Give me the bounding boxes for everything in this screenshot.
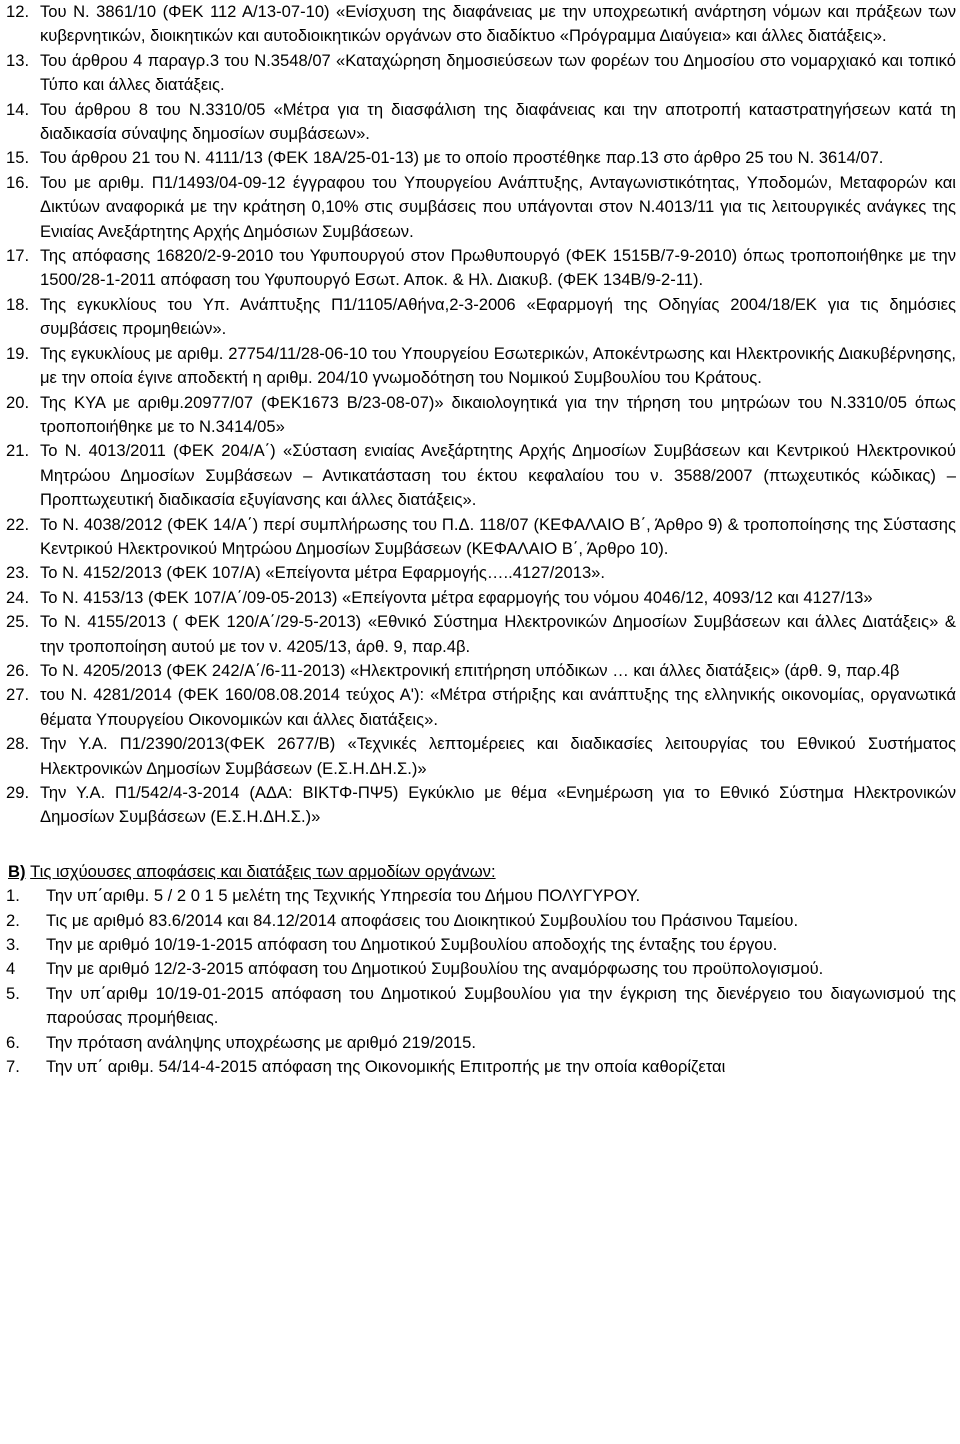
item-number: 3. — [6, 935, 20, 955]
item-text: Της ΚΥΑ με αριθμ.20977/07 (ΦΕΚ1673 Β/23-08-07)» δικαιολογητικά για την τήρηση του μητρώων του Ν.3310/05 όπως τροποποιήθηκε με το Ν.3414/05» — [40, 392, 956, 436]
list-item — [6, 957, 956, 981]
list-item — [6, 659, 956, 683]
item-number: 25. — [6, 612, 30, 632]
item-number: 1. — [6, 886, 20, 906]
item-number: 24. — [6, 587, 30, 607]
item-number: 4 — [6, 959, 16, 979]
item-text: Το Ν. 4155/2013 ( ΦΕΚ 120/Α΄/29-5-2013) «Εθνικό Σύστημα Ηλεκτρονικών Δημοσίων Συμβάσεων και άλλες Διατάξεις» & την τροποποίηση αυτού με τον ν. 4205/13, άρθ. 9, παρ.4β. — [40, 612, 956, 656]
item-number: 13. — [6, 50, 30, 70]
list-item — [6, 171, 956, 244]
item-text: Το Ν. 4013/2011 (ΦΕΚ 204/Α΄) «Σύσταση ενιαίας Ανεξάρτητης Αρχής Δημοσίων Συμβάσεων και Κεντρικού Ηλεκτρονικού Μητρώου Δημοσίων Συμβάσεων – Αντικατάσταση του έκτου κεφαλαίου του ν. 3588/2007 (πτωχευτικός κώδικας) – Προπτωχευτική διαδικασία εξυγίανσης και άλλες διατάξεις». — [40, 441, 956, 510]
item-text: Το Ν. 4038/2012 (ΦΕΚ 14/Α΄) περί συμπλήρωσης του Π.Δ. 118/07 (ΚΕΦΑΛΑΙΟ Β΄, Άρθρο 9) & τροποποίησης της Σύστασης Κεντρικού Ηλεκτρονικού Μητρώου Δημοσίων Συμβάσεων (ΚΕΦΑΛΑΙΟ Β΄, Άρθρο 10). — [40, 514, 956, 558]
item-number: 5. — [6, 983, 20, 1003]
item-number: 21. — [6, 441, 30, 461]
item-number: 16. — [6, 172, 30, 192]
item-text: Του με αριθμ. Π1/1493/04-09-12 έγγραφου του Υπουργείου Ανάπτυξης, Ανταγωνιστικότητας, Υποδομών, Μεταφορών και Δικτύων αναφορικά με την κράτηση 0,10% στις συμβάσεις που υπάγονται στον Ν.4013/11 για τις λειτουργικές ανάγκες της Ενιαίας Ανεξάρτητης Αρχής Δημόσιων Συμβάσεων. — [40, 172, 956, 241]
item-text: Το Ν. 4205/2013 (ΦΕΚ 242/Α΄/6-11-2013) «Ηλεκτρονική επιτήρηση υπόδικων … και άλλες διατάξεις» (άρθ. 9, παρ.4β — [40, 660, 900, 680]
item-number: 27. — [6, 685, 30, 705]
item-text: Την με αριθμό 12/2-3-2015 απόφαση του Δημοτικού Συμβουλίου της αναμόρφωσης του προϋπολογισμού. — [46, 959, 824, 979]
item-text: Του άρθρου 21 του Ν. 4111/13 (ΦΕΚ 18Α/25-01-13) με το οποίο προστέθηκε παρ.13 στο άρθρο 25 του Ν. 3614/07. — [40, 148, 884, 168]
item-text: του Ν. 4281/2014 (ΦΕΚ 160/08.08.2014 τεύχος Α'): «Μέτρα στήριξης και ανάπτυξης της ελληνικής οικονομίας, οργανωτικά θέματα Υπουργείου Οικονομικών και άλλες διατάξεις». — [40, 685, 956, 729]
item-number: 19. — [6, 343, 30, 363]
list-item — [6, 561, 956, 585]
item-text: Της εγκυκλίους με αριθμ. 27754/11/28-06-10 του Υπουργείου Εσωτερικών, Αποκέντρωσης και Ηλεκτρονικής Διακυβέρνησης, με την οποία έγινε αποδεκτή η αριθμ. 204/10 γνωμοδότηση του Νομικού Συμβουλίου του Κράτους. — [40, 343, 956, 388]
item-text: Την πρόταση ανάληψης υποχρέωσης με αριθμό 219/2015. — [46, 1032, 476, 1052]
section-a-list — [6, 0, 956, 830]
list-item — [6, 732, 956, 781]
item-number: 28. — [6, 734, 30, 754]
list-item — [6, 513, 956, 562]
list-item — [6, 982, 956, 1031]
list-item — [6, 909, 956, 933]
section-b-heading — [8, 860, 956, 884]
section-b — [6, 860, 956, 1080]
item-number: 22. — [6, 514, 30, 534]
item-text: Το Ν. 4152/2013 (ΦΕΚ 107/Α) «Επείγοντα μέτρα Εφαρμογής…..4127/2013». — [40, 563, 606, 583]
item-number: 23. — [6, 563, 30, 583]
item-text: Την υπ΄αριθμ. 5 / 2 0 1 5 μελέτη της Τεχνικής Υπηρεσία του Δήμου ΠΟΛΥΓΥΡΟΥ. — [46, 886, 641, 906]
item-number: 18. — [6, 294, 30, 314]
item-text: Του άρθρου 4 παραγρ.3 του Ν.3548/07 «Καταχώρηση δημοσιεύσεων των φορέων του Δημοσίου στο νομαρχιακό και τοπικό Τύπο και άλλες διατάξεις. — [40, 50, 956, 95]
item-text: Την Υ.Α. Π1/2390/2013(ΦΕΚ 2677/Β) «Τεχνικές λεπτομέρειες και διαδικασίες λειτουργίας του Εθνικού Συστήματος Ηλεκτρονικών Δημοσίων Συμβάσεων (Ε.Σ.Η.ΔΗ.Σ.)» — [40, 734, 956, 778]
item-number: 15. — [6, 148, 30, 168]
item-text: Τις με αριθμό 83.6/2014 και 84.12/2014 αποφάσεις του Διοικητικού Συμβουλίου του Πράσινου Ταμείου. — [46, 910, 799, 930]
list-item — [6, 781, 956, 830]
list-item — [6, 49, 956, 98]
item-text: Του άρθρου 8 του Ν.3310/05 «Μέτρα για τη διασφάλιση της διαφάνειας και την αποτροπή καταστρατηγήσεων κατά τη διαδικασία σύναψης δημοσίων συμβάσεων». — [40, 99, 956, 144]
list-item — [6, 439, 956, 512]
item-number: 20. — [6, 392, 30, 412]
item-text: Την με αριθμό 10/19-1-2015 απόφαση του Δημοτικού Συμβουλίου αποδοχής της ένταξης του έργου. — [46, 935, 778, 955]
item-text: Της απόφασης 16820/2-9-2010 του Υφυπουργού στον Πρωθυπουργό (ΦΕΚ 1515Β/7-9-2010) όπως τροποποιήθηκε με την 1500/28-1-2011 απόφαση του Υφυπουργό Εσωτ. Αποκ. & Ηλ. Διακυβ. (ΦΕΚ 134Β/9-2-11). — [40, 246, 956, 290]
list-item — [6, 293, 956, 342]
list-item — [6, 884, 956, 908]
list-item — [6, 683, 956, 732]
item-text: Την υπ΄ αριθμ. 54/14-4-2015 απόφαση της Οικονομικής Επιτροπής με την οποία καθορίζεται — [46, 1057, 726, 1077]
item-text: Την υπ΄αριθμ 10/19-01-2015 απόφαση του Δημοτικού Συμβουλίου για την έγκριση της διενέργειο του διαγωνισμού της παρούσας προμήθειας. — [46, 983, 956, 1028]
list-item — [6, 933, 956, 957]
section-b-label: B) — [8, 861, 26, 881]
document-page — [6, 0, 956, 1079]
item-text: Το Ν. 4153/13 (ΦΕΚ 107/Α΄/09-05-2013) «Επείγοντα μέτρα εφαρμογής του νόμου 4046/12, 4093/12 και 4127/13» — [40, 587, 873, 607]
list-item — [6, 586, 956, 610]
list-item — [6, 98, 956, 147]
item-text: Την Υ.Α. Π1/542/4-3-2014 (ΑΔΑ: ΒΙΚΤΦ-ΠΨ5) Εγκύκλιο με θέμα «Ενημέρωση για το Εθνικό Σύστημα Ηλεκτρονικών Δημοσίων Συμβάσεων (Ε.Σ.Η.ΔΗ.Σ.)» — [40, 783, 956, 827]
item-number: 6. — [6, 1032, 20, 1052]
list-item — [6, 610, 956, 659]
list-item — [6, 244, 956, 293]
list-item — [6, 1055, 956, 1079]
list-item — [6, 391, 956, 440]
list-item — [6, 146, 956, 170]
item-number: 29. — [6, 783, 30, 802]
list-item — [6, 342, 956, 391]
item-text: Του Ν. 3861/10 (ΦΕΚ 112 Α/13-07-10) «Ενίσχυση της διαφάνειας με την υποχρεωτική ανάρτηση νόμων και πράξεων των κυβερνητικών, διοικητικών και αυτοδιοικητικών οργάνων στο διαδίκτυο «Πρόγραμμα Διαύγεια» και άλλες διατάξεις». — [40, 2, 956, 46]
item-number: 12. — [6, 2, 30, 21]
item-number: 2. — [6, 910, 20, 930]
item-number: 26. — [6, 660, 30, 680]
list-item — [6, 0, 956, 49]
list-item — [6, 1031, 956, 1055]
item-text: Της εγκυκλίους του Υπ. Ανάπτυξης Π1/1105/Αθήνα,2-3-2006 «Εφαρμογή της Οδηγίας 2004/18/ΕΚ για τις δημόσιες συμβάσεις προμηθειών». — [40, 294, 956, 339]
item-number: 7. — [6, 1057, 20, 1077]
item-number: 17. — [6, 246, 30, 266]
item-number: 14. — [6, 99, 30, 119]
section-b-title: Τις ισχύουσες αποφάσεις και διατάξεις των αρμοδίων οργάνων: — [30, 861, 496, 881]
